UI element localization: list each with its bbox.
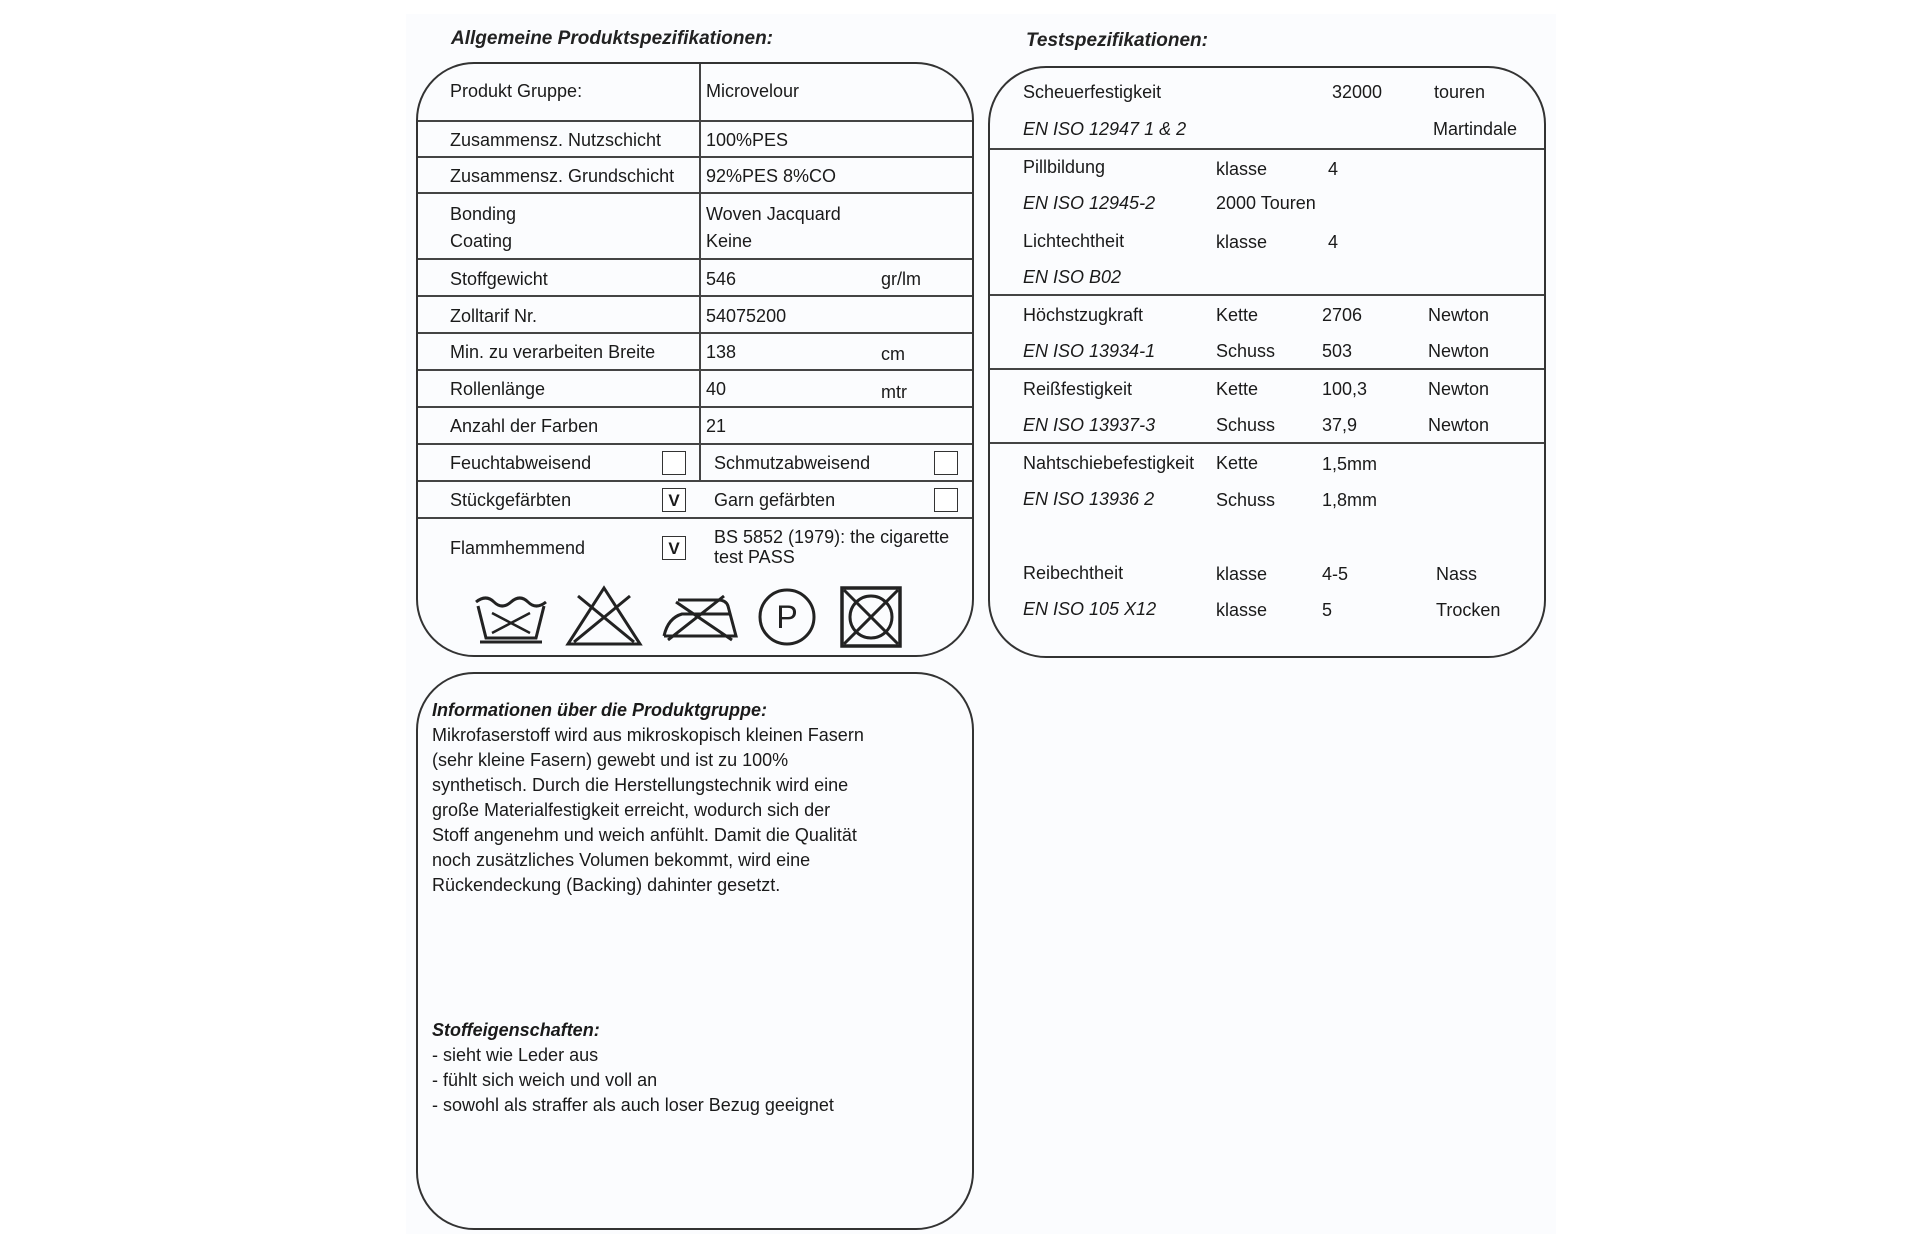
- test-unit: Newton: [1428, 415, 1490, 435]
- check-label: Stückgefärbten: [450, 490, 572, 510]
- spec-unit: mtr: [881, 382, 907, 402]
- row-divider: [418, 156, 974, 158]
- test-param: klasse: [1216, 564, 1268, 584]
- check-label: Flammhemmend: [450, 538, 586, 558]
- product-info-box: [416, 672, 974, 1230]
- row-divider: [418, 406, 974, 408]
- general-spec-heading: Allgemeine Produktspezifikationen:: [451, 28, 773, 49]
- garn-gefaerbten-checkbox[interactable]: [934, 488, 958, 512]
- flammhemmend-checkbox[interactable]: V: [662, 536, 686, 560]
- spec-value: 92%PES 8%CO: [706, 166, 837, 186]
- test-value: 2706: [1322, 305, 1363, 325]
- test-value: 5: [1322, 600, 1333, 620]
- test-unit: Martindale: [1433, 119, 1518, 139]
- row-divider: [418, 480, 974, 482]
- general-spec-box: [416, 62, 974, 657]
- test-name: Reißfestigkeit: [1023, 379, 1133, 399]
- spec-unit: cm: [881, 344, 905, 364]
- row-divider: [990, 368, 1546, 370]
- check-label: Garn gefärbten: [714, 490, 836, 510]
- test-value: 37,9: [1322, 415, 1358, 435]
- test-standard: EN ISO B02: [1023, 267, 1122, 287]
- row-divider: [990, 442, 1546, 444]
- fabric-properties-title: Stoffeigenschaften:: [432, 1020, 600, 1040]
- product-info-text: [432, 698, 952, 898]
- row-divider: [418, 332, 974, 334]
- dry-clean-p-icon: [756, 586, 818, 648]
- test-param: Schuss: [1216, 415, 1276, 435]
- spec-value: 546: [706, 269, 737, 289]
- test-standard: EN ISO 13934-1: [1023, 341, 1156, 361]
- test-param: Kette: [1216, 379, 1259, 399]
- check-label: Feuchtabweisend: [450, 453, 592, 473]
- test-value: 4-5: [1322, 564, 1349, 584]
- row-divider: [418, 295, 974, 297]
- info-line: Mikrofaserstoff wird aus mikroskopisch kleinen Fasern: [432, 725, 864, 745]
- spec-label: Stoffgewicht: [450, 269, 548, 289]
- spec-label: Anzahl der Farben: [450, 416, 599, 436]
- spec-label: Zolltarif Nr.: [450, 306, 538, 326]
- column-divider: [699, 64, 701, 480]
- test-value: 32000: [1332, 82, 1383, 102]
- spec-value: Woven Jacquard: [706, 204, 841, 224]
- do-not-tumble-dry-icon: [838, 584, 904, 650]
- test-name: Lichtechtheit: [1023, 231, 1125, 251]
- test-name: Nahtschiebefestigkeit: [1023, 453, 1195, 473]
- property-item: - fühlt sich weich und voll an: [432, 1070, 658, 1090]
- test-value: 4: [1328, 232, 1339, 252]
- test-standard: EN ISO 12947 1 & 2: [1023, 119, 1187, 139]
- test-value: 1,5mm: [1322, 454, 1378, 474]
- do-not-iron-icon: [658, 592, 742, 644]
- spec-value: Keine: [706, 231, 753, 251]
- row-divider: [418, 517, 974, 519]
- fabric-properties: [432, 1018, 952, 1118]
- do-not-bleach-icon: [564, 584, 644, 648]
- test-name: Scheuerfestigkeit: [1023, 82, 1162, 102]
- test-value: 4: [1328, 159, 1339, 179]
- test-unit: Trocken: [1436, 600, 1501, 620]
- schmutzabweisend-checkbox[interactable]: [934, 451, 958, 475]
- property-item: - sowohl als straffer als auch loser Bezug geeignet: [432, 1095, 834, 1115]
- spec-value: 138: [706, 342, 737, 362]
- info-line: Stoff angenehm und weich anfühlt. Damit die Qualität: [432, 825, 857, 845]
- test-standard: EN ISO 13936 2: [1023, 489, 1155, 509]
- spec-value: 21: [706, 416, 727, 436]
- spec-label: Coating: [450, 231, 513, 251]
- row-divider: [418, 369, 974, 371]
- test-spec-box: [988, 66, 1546, 658]
- test-standard: EN ISO 12945-2: [1023, 193, 1156, 213]
- spec-label: Produkt Gruppe:: [450, 81, 583, 101]
- row-divider: [418, 443, 974, 445]
- spec-label: Rollenlänge: [450, 379, 546, 399]
- info-line: Rückendeckung (Backing) dahinter gesetzt.: [432, 875, 781, 895]
- row-divider: [990, 294, 1546, 296]
- info-line: synthetisch. Durch die Herstellungstechnik wird eine: [432, 775, 849, 795]
- check-label: Schmutzabweisend: [714, 453, 871, 473]
- row-divider: [418, 192, 974, 194]
- test-param: klasse: [1216, 232, 1268, 252]
- info-line: (sehr kleine Fasern) gewebt und ist zu 100%: [432, 750, 789, 770]
- test-standard: EN ISO 105 X12: [1023, 599, 1157, 619]
- test-param: klasse: [1216, 600, 1268, 620]
- test-standard: EN ISO 13937-3: [1023, 415, 1156, 435]
- svg-text:P: P: [776, 599, 798, 635]
- info-line: noch zusätzliches Volumen bekommt, wird eine: [432, 850, 811, 870]
- spec-label: Zusammensz. Grundschicht: [450, 166, 675, 186]
- test-unit: Newton: [1428, 341, 1490, 361]
- spec-value: 40: [706, 379, 727, 399]
- feuchtabweisend-checkbox[interactable]: [662, 451, 686, 475]
- test-param: 2000 Touren: [1216, 193, 1316, 213]
- spec-value: 54075200: [706, 306, 787, 326]
- wash-40-gentle-icon: [472, 588, 550, 646]
- spec-label: Zusammensz. Nutzschicht: [450, 130, 662, 150]
- test-param: Schuss: [1216, 490, 1276, 510]
- test-name: Pillbildung: [1023, 157, 1106, 177]
- test-name: Reibechtheit: [1023, 563, 1124, 583]
- test-unit: touren: [1434, 82, 1486, 102]
- test-unit: Nass: [1436, 564, 1478, 584]
- spec-unit: gr/lm: [881, 269, 921, 289]
- test-param: Kette: [1216, 305, 1259, 325]
- info-line: große Materialfestigkeit erreicht, wodurch sich der: [432, 800, 831, 820]
- test-value: 503: [1322, 341, 1353, 361]
- product-info-title: Informationen über die Produktgruppe:: [432, 700, 768, 720]
- row-divider: [990, 148, 1546, 150]
- test-value: 100,3: [1322, 379, 1368, 399]
- property-item: - sieht wie Leder aus: [432, 1045, 599, 1065]
- test-unit: Newton: [1428, 305, 1490, 325]
- stueckgefaerbten-checkbox[interactable]: V: [662, 488, 686, 512]
- test-unit: Newton: [1428, 379, 1490, 399]
- flame-test-note: BS 5852 (1979): the cigarette test PASS: [714, 527, 950, 567]
- spec-value: 100%PES: [706, 130, 789, 150]
- test-param: klasse: [1216, 159, 1268, 179]
- test-spec-heading: Testspezifikationen:: [1026, 30, 1208, 51]
- row-divider: [418, 120, 974, 122]
- test-name: Höchstzugkraft: [1023, 305, 1144, 325]
- spec-label: Min. zu verarbeiten Breite: [450, 342, 656, 362]
- test-param: Kette: [1216, 453, 1259, 473]
- spec-value: Microvelour: [706, 81, 800, 101]
- spec-label: Bonding: [450, 204, 517, 224]
- test-value: 1,8mm: [1322, 490, 1378, 510]
- test-param: Schuss: [1216, 341, 1276, 361]
- row-divider: [418, 258, 974, 260]
